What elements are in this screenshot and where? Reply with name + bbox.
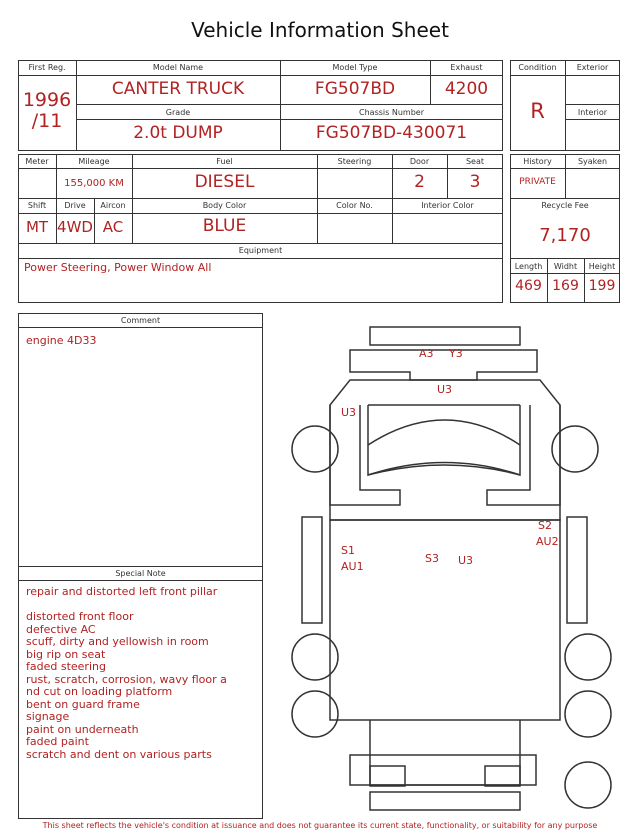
front-bumper [370,327,520,345]
special-note-line: big rip on seat [26,647,106,661]
special-note-line: distorted front floor [26,610,134,623]
wheel-rear-right [565,691,611,737]
history-value: PRIVATE [519,177,556,187]
damage-mark-au2: AU2 [536,535,559,548]
rear-step [370,792,520,810]
special-note-line: scuff, dirty and yellowish in room [26,635,209,648]
cargo-bed [330,520,560,720]
recycle-fee-value: 7,170 [539,225,591,246]
rear-light-left [370,766,405,786]
body-color-label: Body Color [202,201,247,210]
damage-mark-u3-top: U3 [437,383,453,396]
steering-label: Steering [337,157,372,166]
wheel-spare [565,762,611,808]
sheet-title: Vehicle Information Sheet [191,18,449,42]
color-no-label: Color No. [336,201,373,210]
chassis-value: FG507BD-430071 [315,123,468,143]
equipment-label: Equipment [238,246,283,255]
comment-value: engine 4D33 [26,334,97,347]
seat-label: Seat [465,157,485,166]
shift-label: Shift [27,201,47,210]
shift-value: MT [25,218,49,236]
comment-label: Comment [120,316,161,325]
condition-label: Condition [518,63,557,72]
special-note-line: scratch and dent on various parts [26,747,212,761]
special-note-label: Special Note [115,569,166,578]
special-note-line: rust, scratch, corrosion, wavy floor a [26,672,227,686]
width-label: Widht [553,262,578,271]
special-note-line: defective AC [26,622,96,636]
disclaimer-footer: This sheet reflects the vehicle's condition at issuance and does not guarantee its current state, functionality, or suitability for any purpose [42,821,598,830]
length-value: 469 [515,278,542,294]
special-note-line: signage [26,710,70,723]
exterior-label: Exterior [576,63,609,72]
aircon-value: AC [102,218,124,236]
length-label: Length [514,262,543,271]
damage-mark-s2: S2 [538,519,552,532]
aircon-label: Aircon [100,201,126,210]
fuel-value: DIESEL [194,172,255,192]
special-note-line: repair and distorted left front pillar [26,585,218,598]
left-door [330,405,400,505]
damage-mark-s3: S3 [425,552,439,565]
fuel-label: Fuel [216,157,233,166]
rear-light-right [485,766,520,786]
windshield [368,420,520,475]
door-value: 2 [414,172,425,192]
damage-mark-a3: A3 [419,347,434,360]
drive-label: Drive [64,201,86,210]
exhaust-label: Exhaust [450,63,483,72]
interior-label: Interior [577,108,608,117]
rear-bumper [350,755,536,785]
first-reg-year: 1996 [22,89,72,111]
left-side-panel [302,517,322,623]
right-door [487,405,560,505]
height-value: 199 [588,278,616,294]
wheel-front-right [552,426,598,472]
mileage-value: 155,000 KM [64,178,124,189]
special-note-line: faded steering [26,660,106,673]
condition-value: R [530,99,545,123]
model-type-label: Model Type [332,63,378,72]
equipment-value: Power Steering, Power Window All [24,261,212,274]
first-reg-month: /11 [31,110,63,132]
grade-value: 2.0t DUMP [133,123,223,143]
special-note-line: faded paint [26,735,89,748]
damage-mark-u3-left: U3 [341,406,357,419]
right-side-panel [567,517,587,623]
cab-outline [330,380,560,520]
damage-mark-s1: S1 [341,544,355,557]
width-value: 169 [552,278,579,294]
model-type-value: FG507BD [314,79,396,99]
interior-color-label: Interior Color [421,201,474,210]
wheel-mid-left [292,634,338,680]
drive-value: 4WD [57,218,93,236]
exhaust-value: 4200 [444,79,489,99]
recycle-fee-label: Recycle Fee [541,201,589,210]
special-note-line: paint on underneath [26,722,139,736]
meter-label: Meter [25,157,49,166]
damage-mark-y3: Y3 [449,347,463,360]
door-label: Door [409,157,430,166]
chassis-label: Chassis Number [359,108,424,117]
cab-front [350,350,537,380]
damage-mark-u3-mid: U3 [458,554,474,567]
model-name-value: CANTER TRUCK [111,79,245,99]
grade-label: Grade [165,108,191,117]
special-note-line: nd cut on loading platform [26,685,173,698]
first-reg-label: First Reg. [28,63,66,72]
wheel-rear-left [292,691,338,737]
wheel-mid-right [565,634,611,680]
rear-frame [370,720,520,785]
damage-mark-au1: AU1 [341,560,364,573]
wheel-front-left [292,426,338,472]
model-name-label: Model Name [152,63,204,72]
history-label: History [523,157,552,166]
syaken-label: Syaken [577,157,608,166]
body-color-value: BLUE [202,216,247,236]
mileage-label: Mileage [78,157,110,166]
seat-value: 3 [469,172,481,192]
special-note-line: bent on guard frame [26,697,140,711]
height-label: Height [588,262,616,271]
